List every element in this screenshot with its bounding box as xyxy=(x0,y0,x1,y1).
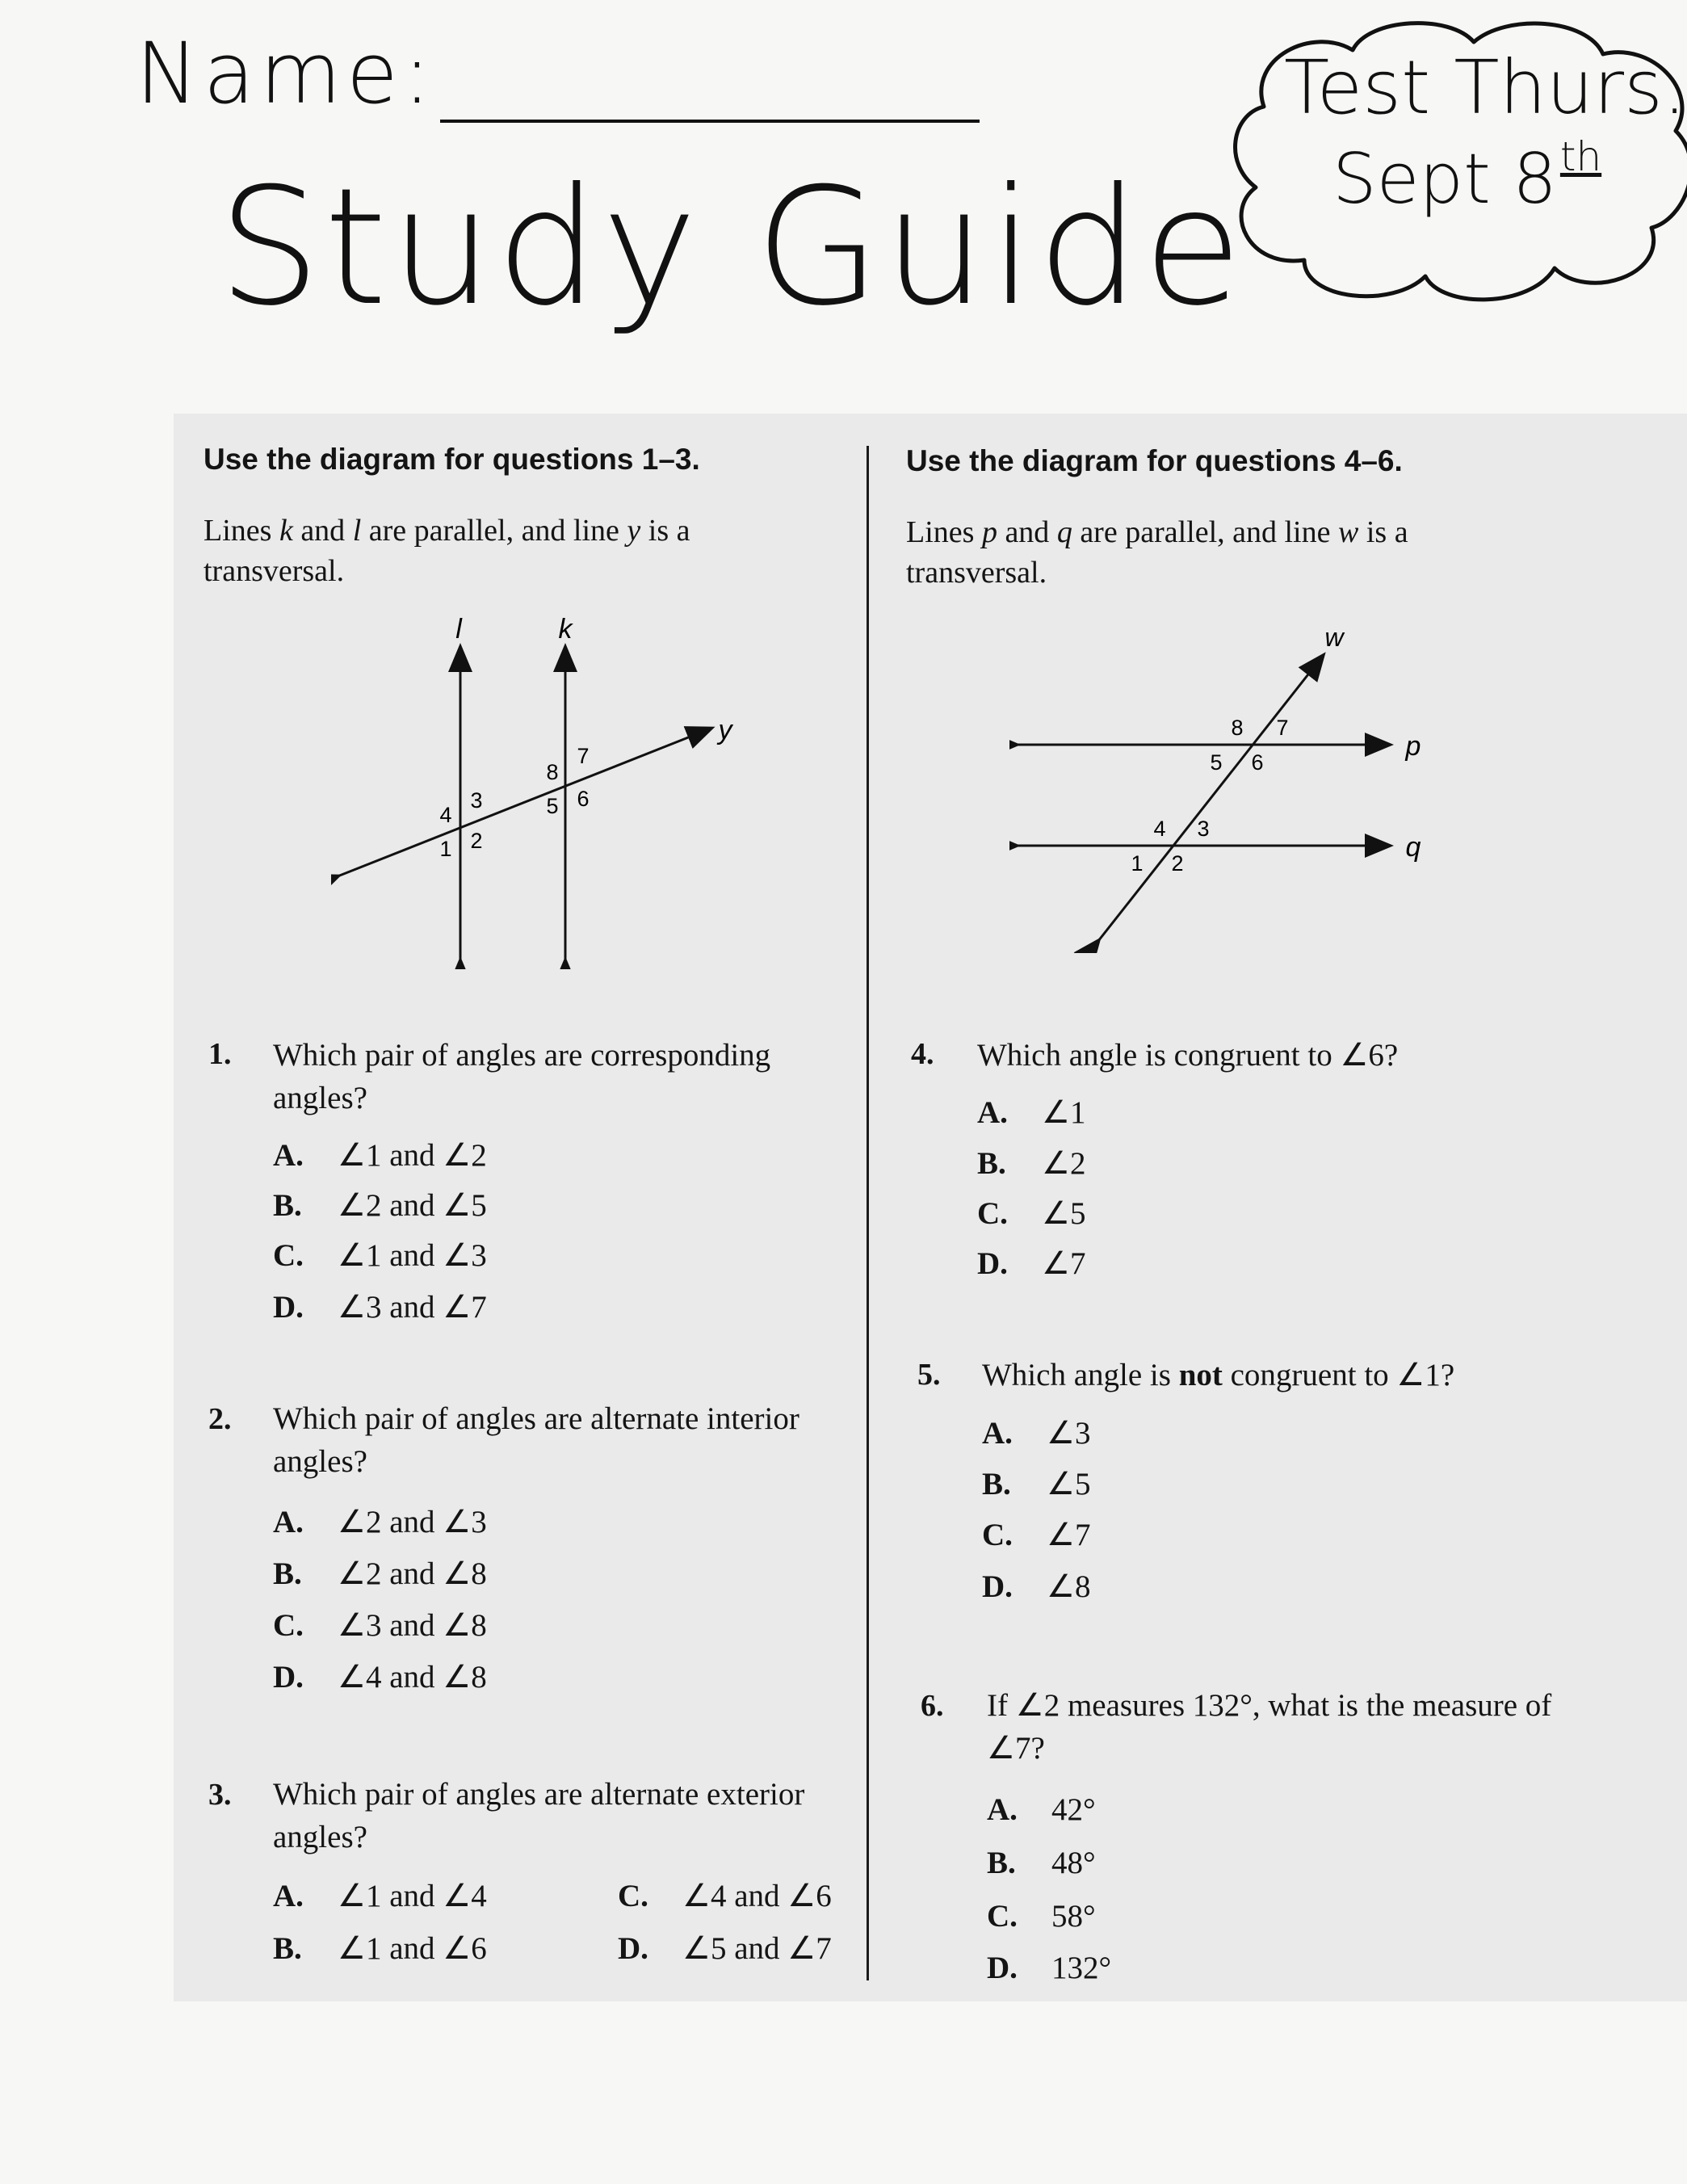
choice-text: ∠2 and ∠8 xyxy=(338,1556,487,1591)
intro-text: Lines xyxy=(204,514,279,548)
column-divider xyxy=(867,446,869,1980)
line-y xyxy=(338,729,711,876)
diagram-parallel-lines-pq xyxy=(1009,622,1446,953)
choice-letter: B. xyxy=(982,1467,1011,1502)
answer-choice[interactable] xyxy=(977,1245,1085,1282)
choice-letter: A. xyxy=(987,1792,1018,1827)
answer-choice[interactable] xyxy=(982,1569,1090,1605)
choice-letter: C. xyxy=(987,1899,1018,1934)
var-w: w xyxy=(1337,515,1359,549)
question-number: 5. xyxy=(917,1358,941,1392)
answer-choice[interactable] xyxy=(977,1195,1085,1232)
answer-choice[interactable] xyxy=(982,1466,1090,1502)
choice-letter: C. xyxy=(618,1879,648,1913)
answer-choice[interactable] xyxy=(977,1145,1085,1182)
answer-choice[interactable] xyxy=(273,1930,487,1967)
answer-choice[interactable] xyxy=(273,1137,487,1174)
question-text: Which pair of angles are alternate interior angles? xyxy=(273,1401,799,1479)
label-w: w xyxy=(1324,623,1344,652)
answer-choice[interactable] xyxy=(273,1556,487,1592)
angle-label: 7 xyxy=(1276,716,1289,740)
intro-text: Lines xyxy=(906,515,982,549)
angle-label: 8 xyxy=(1231,716,1244,740)
choice-letter: C. xyxy=(273,1608,304,1643)
answer-choice[interactable] xyxy=(273,1607,487,1644)
angle-label: 7 xyxy=(577,744,590,768)
question-text-part: Which angle is xyxy=(982,1358,1179,1392)
note-date: Sept 8 xyxy=(1332,139,1557,220)
question-number: 1. xyxy=(208,1037,232,1071)
label-l: l xyxy=(455,614,462,645)
angle-label: 2 xyxy=(470,829,483,853)
intro-text: and xyxy=(997,515,1057,549)
question-text-part: congruent to ∠1? xyxy=(1222,1358,1455,1392)
question-text-emphasis: not xyxy=(1178,1358,1223,1392)
note-line-2 xyxy=(1332,133,1601,220)
answer-choice[interactable] xyxy=(977,1094,1085,1131)
intro-text: is a transversal. xyxy=(906,515,1408,590)
name-line[interactable] xyxy=(440,120,980,123)
choice-text: ∠4 and ∠6 xyxy=(682,1879,832,1913)
choice-text: ∠2 and ∠5 xyxy=(338,1188,487,1223)
left-intro xyxy=(204,510,753,591)
page-title: Study Guide xyxy=(218,153,1246,342)
choice-text: ∠3 and ∠8 xyxy=(338,1608,487,1643)
angle-label: 5 xyxy=(1210,750,1223,775)
choice-letter: D. xyxy=(273,1660,304,1695)
label-y: y xyxy=(718,715,732,746)
choice-letter: B. xyxy=(273,1931,302,1966)
choice-text: ∠8 xyxy=(1047,1569,1091,1604)
choice-text: 132° xyxy=(1051,1951,1112,1985)
choice-text: ∠2 and ∠3 xyxy=(338,1505,487,1539)
question-text: Which pair of angles are alternate exterior angles? xyxy=(273,1777,805,1854)
intro-text: is a transversal. xyxy=(204,514,690,588)
choice-text: ∠2 xyxy=(1042,1146,1086,1181)
intro-text: and xyxy=(292,514,353,548)
answer-choice[interactable] xyxy=(987,1950,1111,1986)
choice-text: ∠3 and ∠7 xyxy=(338,1290,487,1325)
choice-letter: C. xyxy=(273,1238,304,1273)
intro-text: are parallel, and line xyxy=(1072,515,1338,549)
question-number: 4. xyxy=(911,1037,934,1071)
diagram-parallel-lines-kl xyxy=(331,614,735,969)
choice-text: ∠4 and ∠8 xyxy=(338,1660,487,1695)
choice-letter: A. xyxy=(273,1138,304,1173)
label-p: p xyxy=(1405,731,1421,762)
choice-letter: C. xyxy=(982,1518,1013,1552)
choice-letter: A. xyxy=(273,1505,304,1539)
choice-text: ∠1 and ∠3 xyxy=(338,1238,487,1273)
choice-letter: B. xyxy=(977,1146,1006,1181)
choice-letter: D. xyxy=(982,1569,1013,1604)
choice-letter: D. xyxy=(987,1951,1018,1985)
left-heading: Use the diagram for questions 1–3. xyxy=(204,443,700,476)
answer-choice[interactable] xyxy=(273,1289,487,1325)
choice-text: 48° xyxy=(1051,1846,1096,1880)
choice-text: ∠1 xyxy=(1042,1095,1086,1130)
choice-text: ∠5 and ∠7 xyxy=(682,1931,832,1966)
answer-choice[interactable] xyxy=(273,1878,487,1914)
choice-text: 42° xyxy=(1051,1792,1096,1827)
var-y: y xyxy=(627,514,641,548)
choice-text: ∠7 xyxy=(1042,1246,1086,1281)
choice-letter: B. xyxy=(273,1556,302,1591)
note-line-1: Test Thurs. xyxy=(1284,44,1687,131)
label-k: k xyxy=(558,614,573,645)
right-intro xyxy=(906,512,1455,593)
angle-label: 8 xyxy=(546,760,559,784)
choice-letter: D. xyxy=(977,1246,1008,1281)
choice-letter: A. xyxy=(273,1879,304,1913)
choice-text: ∠3 xyxy=(1047,1416,1091,1451)
choice-text: ∠7 xyxy=(1047,1518,1091,1552)
answer-choice[interactable] xyxy=(987,1791,1096,1828)
intro-text: are parallel, and line xyxy=(361,514,627,548)
answer-choice[interactable] xyxy=(987,1845,1096,1881)
answer-choice[interactable] xyxy=(273,1187,487,1224)
angle-label: 5 xyxy=(546,794,559,818)
choice-letter: B. xyxy=(987,1846,1016,1880)
answer-choice[interactable] xyxy=(273,1504,487,1540)
question-text xyxy=(982,1354,1580,1396)
right-heading: Use the diagram for questions 4–6. xyxy=(906,444,1403,477)
choice-letter: B. xyxy=(273,1188,302,1223)
line-w xyxy=(1098,656,1323,941)
angle-label: 3 xyxy=(1197,817,1210,841)
answer-choice[interactable] xyxy=(273,1237,487,1274)
angle-label: 6 xyxy=(1251,750,1264,775)
answer-choice[interactable] xyxy=(982,1415,1090,1451)
answer-choice[interactable] xyxy=(273,1659,487,1695)
answer-choice[interactable] xyxy=(618,1930,832,1967)
question-number: 6. xyxy=(921,1689,944,1723)
choice-letter: A. xyxy=(977,1095,1008,1130)
choice-text: ∠5 xyxy=(1042,1196,1086,1231)
choice-text: ∠1 and ∠4 xyxy=(338,1879,487,1913)
label-q: q xyxy=(1405,832,1421,863)
var-k: k xyxy=(279,514,293,548)
answer-choice[interactable] xyxy=(987,1898,1096,1934)
question-number: 2. xyxy=(208,1402,232,1436)
choice-letter: D. xyxy=(618,1931,648,1966)
choice-text: ∠1 and ∠2 xyxy=(338,1138,487,1173)
var-l: l xyxy=(352,514,362,548)
angle-label: 1 xyxy=(1131,851,1144,876)
var-q: q xyxy=(1056,515,1072,549)
name-label: Name: xyxy=(136,24,436,123)
note-suffix: th xyxy=(1559,133,1602,180)
angle-label: 4 xyxy=(439,803,452,827)
choice-text: ∠1 and ∠6 xyxy=(338,1931,487,1966)
answer-choice[interactable] xyxy=(618,1878,832,1914)
question-text: Which pair of angles are corresponding angles? xyxy=(273,1038,771,1115)
angle-label: 4 xyxy=(1153,817,1166,841)
choice-letter: A. xyxy=(982,1416,1013,1451)
choice-text: ∠5 xyxy=(1047,1467,1091,1502)
angle-label: 1 xyxy=(439,837,452,861)
question-text: Which angle is congruent to ∠6? xyxy=(977,1038,1399,1073)
var-p: p xyxy=(981,515,997,549)
choice-letter: D. xyxy=(273,1290,304,1325)
question-text: If ∠2 measures 132°, what is the measure of ∠7? xyxy=(987,1688,1552,1766)
angle-label: 3 xyxy=(470,788,483,813)
choice-text: 58° xyxy=(1051,1899,1096,1934)
question-number: 3. xyxy=(208,1778,232,1812)
angle-label: 2 xyxy=(1171,851,1184,876)
answer-choice[interactable] xyxy=(982,1517,1090,1553)
angle-label: 6 xyxy=(577,787,590,811)
choice-letter: C. xyxy=(977,1196,1008,1231)
